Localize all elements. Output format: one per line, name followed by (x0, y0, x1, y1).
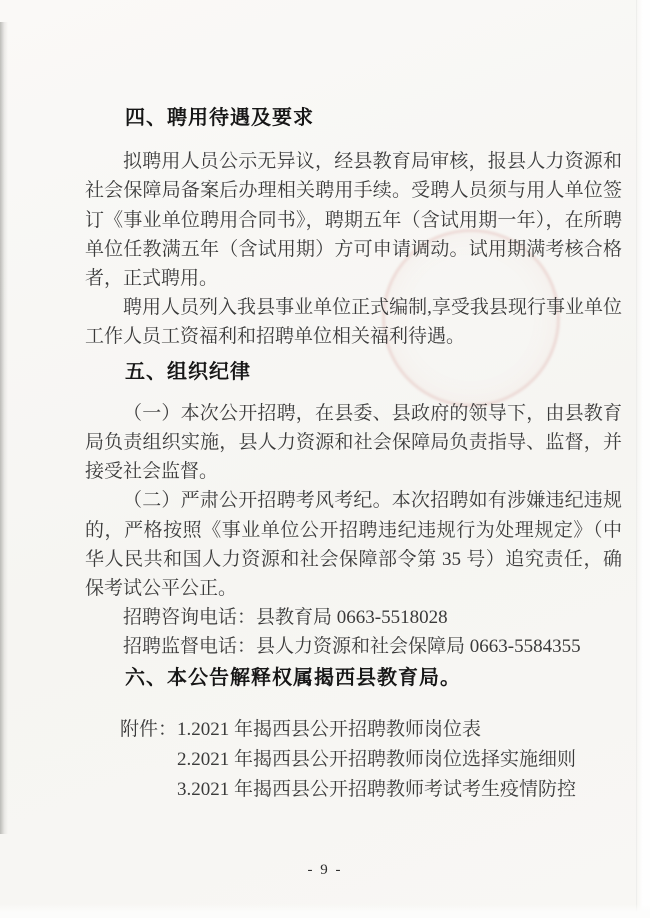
paragraph-hiring-procedure: 拟聘用人员公示无异议，经县教育局审核，报县人力资源和社会保障局备案后办理相关聘用手续。受聘人员须与用人单位签订《事业单位聘用合同书》，聘期五年（含试用期一年），在所聘单位任教满五年（含试用期）方可申请调动。试用期满考核合格者，正式聘用。 (85, 151, 622, 290)
section-4-heading: 四、聘用待遇及要求 (125, 107, 314, 129)
page-number: - 9 - (307, 862, 343, 878)
attachments-list (177, 715, 576, 805)
scan-edge-highlight-right (636, 0, 650, 918)
paragraph-staffing-benefits: 聘用人员列入我县事业单位正式编制,享受我县现行事业单位工作人员工资福利和招聘单位相关福利待遇。 (85, 297, 622, 348)
attachments-label: 附件： (120, 718, 178, 740)
scan-edge-shadow-left (0, 22, 8, 834)
paragraph-discipline-rules: （二）严肃公开招聘考风考纪。本次招聘如有涉嫌违纪违规的，严格按照《事业单位公开招聘违纪违规行为处理规定》（中华人民共和国人力资源和社会保障部令第 35 号）追究责任，确保考试公平公正。 (85, 490, 622, 600)
attachment-item-3: 3.2021 年揭西县公开招聘教师考试考生疫情防控 (177, 778, 577, 800)
document-body (85, 104, 622, 805)
contact-phone-supervise: 招聘监督电话：县人力资源和社会保障局 0663-5584355 (123, 636, 581, 658)
paragraph-organization-leadership: （一）本次公开招聘，在县委、县政府的领导下，由县教育局负责组织实施，县人力资源和社会保障局负责指导、监督，并接受社会监督。 (85, 402, 622, 483)
attachment-item-1: 1.2021 年揭西县公开招聘教师岗位表 (177, 718, 482, 740)
contact-phone-consult: 招聘咨询电话：县教育局 0663-5518028 (123, 607, 448, 629)
attachment-item-2: 2.2021 年揭西县公开招聘教师岗位选择实施细则 (177, 748, 577, 770)
scan-edge-bottom (0, 904, 650, 918)
attachments-block (85, 715, 622, 805)
section-6-heading: 六、本公告解释权属揭西县教育局。 (125, 666, 461, 689)
section-5-heading: 五、组织纪律 (125, 360, 251, 383)
